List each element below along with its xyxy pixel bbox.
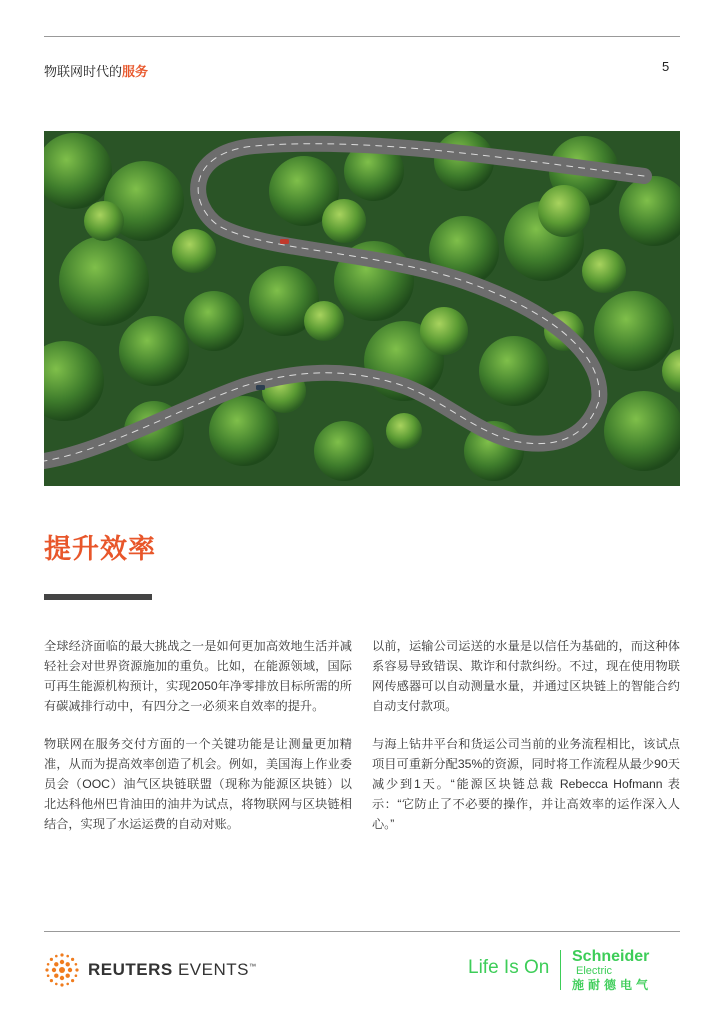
life-is-on-logo: Life Is On [468, 957, 550, 978]
left-paragraph-2: 物联网在服务交付方面的一个关键功能是让测量更加精准，从而为提高效率创造了机会。例如，美国海上作业委员会（OOC）油气区块链联盟（现称为能源区块链）以北达科他州巴肯油田的油井为试点，将物联网与区块链相结合，实现了水运运费的自动对账。 [44, 737, 352, 831]
title-underline-bar [44, 594, 152, 600]
reuters-wordmark: REUTERS [88, 960, 173, 979]
reuters-dot-icon [44, 952, 80, 988]
electric-wordmark: Electric [576, 965, 613, 977]
right-paragraph-2: 与海上钻井平台和货运公司当前的业务流程相比，该试点项目可重新分配35%的资源，同时将工作流程从最少90天减少到1天。“能源区块链总裁 Rebecca Hofmann 表示：“它防止了不必要的操作，并让高效率的运作深入人心。” [372, 737, 680, 831]
trademark: ™ [248, 963, 257, 971]
top-rule [44, 36, 680, 37]
left-text-column [44, 636, 352, 852]
header-title-accent: 服务 [122, 64, 149, 79]
schneider-wordmark: Schneider [572, 948, 650, 965]
left-paragraph-1: 全球经济面临的最大挑战之一是如何更加高效地生活并减轻社会对世界资源施加的重负。比如，在能源领域，国际可再生能源机构预计，实现2050年净零排放目标所需的所有碳减排行动中，有四分之一必须来自效率的提升。 [44, 639, 352, 713]
page-number: 5 [662, 59, 670, 74]
aerial-forest-road-photo [44, 131, 680, 486]
right-paragraph-1: 以前，运输公司运送的水量是以信任为基础的，而这种体系容易导致错误、欺诈和付款纠纷。不过，现在使用物联网传感器可以自动测量水量，并通过区块链上的智能合约自动支付款项。 [372, 639, 680, 713]
right-text-column [372, 636, 680, 852]
events-wordmark: EVENTS [172, 960, 249, 979]
section-title: 提升效率 [44, 534, 156, 564]
dark-car [256, 385, 265, 390]
logo-divider [560, 950, 561, 990]
running-header [44, 61, 148, 80]
header-title-prefix: 物联网时代的 [44, 64, 123, 79]
schneider-chinese-name: 施耐德电气 [572, 978, 653, 992]
reuters-events-logo [44, 953, 256, 987]
red-car [280, 239, 289, 244]
schneider-electric-logo [572, 949, 652, 993]
bottom-rule [44, 931, 680, 932]
